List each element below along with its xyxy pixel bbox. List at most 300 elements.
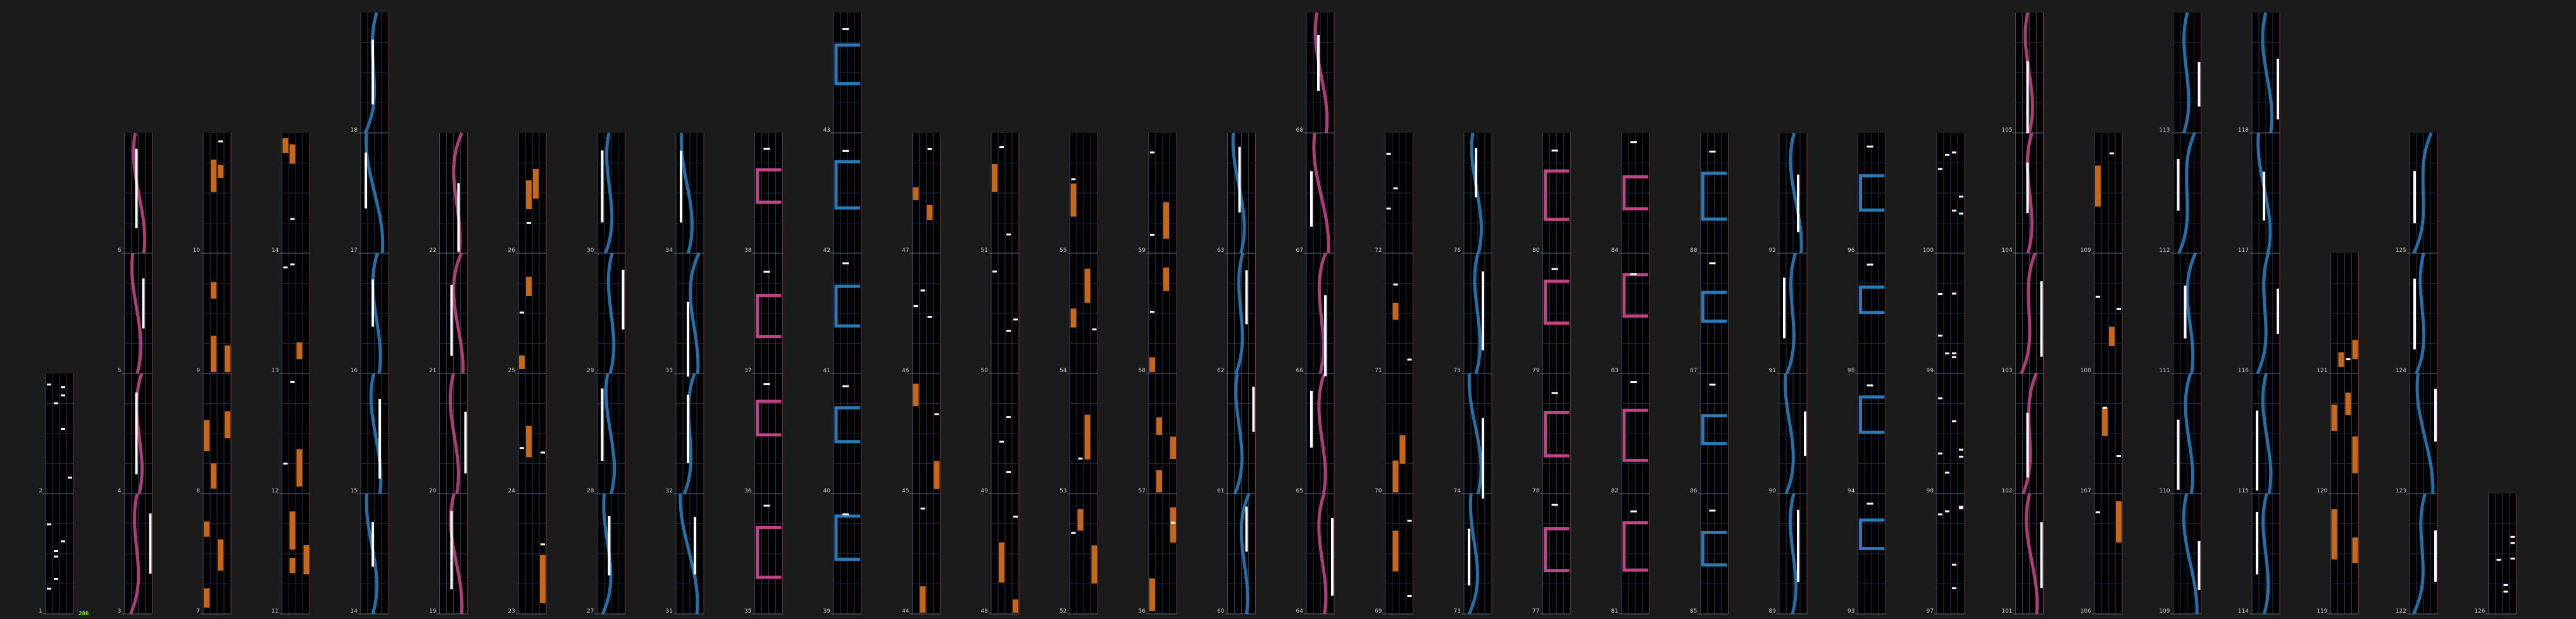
hold-note: [1156, 417, 1162, 435]
measure-number: 67: [1296, 247, 1303, 254]
measure-number: 59: [1138, 247, 1146, 254]
hold-note: [2332, 404, 2337, 431]
hold-note: [135, 149, 138, 228]
hold-note: [2027, 413, 2029, 477]
measure-number: 112: [2159, 247, 2170, 254]
tap-note: [928, 316, 932, 318]
hold-note: [1331, 518, 1334, 596]
measure-number: 60: [1217, 608, 1225, 615]
tap-note: [921, 289, 925, 291]
measure-number: 52: [1060, 608, 1067, 615]
tap-note: [764, 383, 770, 385]
measure-number: 104: [2001, 247, 2013, 254]
hold-note: [2041, 281, 2043, 356]
hold-note: [211, 336, 216, 372]
hold-note: [526, 426, 532, 458]
measure-number: 82: [1611, 488, 1618, 494]
tap-note: [1938, 168, 1942, 170]
hold-note: [1156, 470, 1162, 492]
hold-note: [1797, 510, 1799, 582]
tap-note: [1867, 503, 1873, 504]
tap-note: [291, 263, 295, 265]
measure-number: 39: [823, 608, 830, 615]
tap-note: [47, 384, 51, 385]
hold-note: [365, 153, 367, 208]
hold-note: [1013, 599, 1018, 613]
hold-note: [1310, 171, 1313, 227]
hold-note: [451, 511, 453, 589]
measure-number: 58: [1138, 368, 1146, 374]
measure-number: 90: [1768, 488, 1776, 494]
measure-number: 109: [2159, 608, 2170, 615]
measure-number: 126: [2474, 608, 2485, 615]
hold-note: [2434, 389, 2437, 441]
tap-note: [1952, 356, 1956, 358]
measure-number: 101: [2001, 608, 2013, 615]
measure-number: 54: [1060, 368, 1067, 374]
tap-note: [61, 386, 65, 388]
hold-note: [526, 180, 532, 209]
tap-note: [1710, 151, 1716, 153]
measure-number: 45: [902, 488, 910, 494]
tap-note: [1710, 262, 1716, 264]
measure-number: 81: [1611, 608, 1618, 615]
hold-note: [927, 205, 933, 220]
tap-note: [1945, 353, 1949, 354]
hold-note: [1092, 546, 1097, 584]
hold-note: [1078, 509, 1084, 530]
tap-note: [764, 271, 770, 273]
hold-note: [1071, 189, 1077, 217]
measure-number: 71: [1375, 368, 1382, 374]
measure-number: 108: [2080, 368, 2091, 374]
hold-note: [1324, 295, 1327, 376]
hold-note: [297, 449, 303, 487]
hold-note: [149, 513, 152, 573]
tap-note: [1959, 456, 1963, 458]
measure-number: 22: [429, 247, 437, 254]
hold-note: [1239, 147, 1241, 213]
hold-note: [608, 516, 611, 575]
measure-number: 102: [2001, 488, 2013, 494]
measure-number: 4: [117, 488, 122, 494]
hold-note: [2332, 522, 2337, 560]
tap-note: [1938, 513, 1942, 515]
hold-note: [1085, 422, 1091, 460]
hold-note: [1393, 461, 1399, 492]
measure-number: 25: [508, 368, 515, 374]
hold-note: [1085, 269, 1091, 303]
hold-note: [372, 522, 374, 567]
tap-note: [54, 556, 58, 558]
measure-number: 20: [429, 488, 437, 494]
tap-note: [1552, 504, 1558, 506]
measure-number: 109: [2080, 247, 2091, 254]
measure-number: 121: [2317, 368, 2328, 374]
hold-note: [1482, 272, 1484, 351]
tap-note: [47, 523, 51, 525]
hold-note: [204, 588, 209, 608]
hold-note: [622, 270, 625, 329]
hold-note: [218, 539, 223, 570]
measure-number: 9: [196, 368, 200, 374]
hold-note: [999, 542, 1004, 582]
hold-note: [1246, 270, 1248, 324]
tap-note: [1959, 449, 1963, 451]
tap-note: [1952, 353, 1956, 354]
measure-number: 42: [823, 247, 830, 254]
measure-number: 78: [1532, 488, 1540, 494]
tap-note: [47, 588, 51, 590]
hold-note: [934, 461, 940, 489]
measure-number: 117: [2237, 247, 2249, 254]
measure-number: 50: [980, 368, 988, 374]
measure-number: 15: [350, 488, 358, 494]
tap-note: [1630, 381, 1637, 383]
tap-note: [61, 428, 65, 430]
tap-note: [1552, 392, 1558, 394]
hold-note: [290, 144, 296, 163]
tap-note: [1952, 587, 1956, 589]
measure-number: 68: [1296, 127, 1303, 134]
hold-note: [372, 280, 374, 327]
hold-note: [687, 302, 689, 377]
tap-note: [1630, 273, 1637, 275]
measure-number: 73: [1453, 608, 1461, 615]
measure-number: 14: [272, 247, 279, 254]
tap-note: [1938, 293, 1942, 295]
measure-number: 47: [902, 247, 910, 254]
hold-note: [304, 545, 309, 574]
hold-note: [1149, 578, 1155, 611]
tap-note: [54, 550, 58, 552]
hold-note: [601, 389, 604, 461]
tap-note: [54, 578, 58, 580]
tap-note: [1867, 264, 1873, 266]
hold-note: [297, 342, 303, 360]
hold-note: [283, 138, 289, 153]
combo-count: 286: [78, 611, 89, 617]
measure-number: 3: [117, 608, 122, 615]
measure-number: 23: [508, 608, 515, 615]
measure-number: 19: [429, 608, 437, 615]
tap-note: [1630, 511, 1637, 513]
tap-note: [291, 218, 295, 220]
measure-number: 80: [1532, 247, 1540, 254]
hold-note: [211, 159, 216, 192]
measure-number: 17: [350, 247, 358, 254]
measure-number: 51: [980, 247, 988, 254]
measure-number: 32: [665, 488, 673, 494]
tap-note: [1006, 234, 1011, 235]
tap-note: [1945, 154, 1949, 156]
tap-note: [935, 413, 939, 415]
measure-number: 123: [2395, 488, 2406, 494]
measure-number: 36: [744, 488, 752, 494]
tap-note: [2346, 358, 2351, 360]
tap-note: [1938, 453, 1942, 454]
measure-number: 69: [1375, 608, 1382, 615]
measure-number: 30: [587, 247, 594, 254]
tap-note: [68, 477, 72, 478]
hold-note: [2263, 172, 2265, 220]
tap-note: [1959, 506, 1963, 508]
tap-note: [218, 141, 223, 142]
tap-note: [1408, 359, 1412, 361]
measure-number: 37: [744, 368, 752, 374]
measure-number: 122: [2395, 608, 2406, 615]
measure-number: 96: [1848, 247, 1855, 254]
hold-note: [992, 164, 997, 192]
tap-note: [1150, 151, 1154, 153]
measure-number: 18: [350, 127, 358, 134]
hold-note: [2041, 522, 2043, 588]
tap-note: [1092, 328, 1097, 330]
measure-number: 40: [823, 488, 830, 494]
measure-number: 1: [39, 608, 42, 615]
hold-note: [204, 420, 209, 451]
tap-note: [1171, 522, 1175, 524]
tap-note: [1150, 234, 1154, 236]
tap-note: [1952, 292, 1956, 294]
measure-number: 48: [980, 608, 988, 615]
hold-note: [913, 187, 919, 200]
tap-note: [1959, 213, 1963, 215]
tap-note: [992, 271, 997, 273]
hold-note: [225, 346, 230, 372]
measure-number: 38: [744, 247, 752, 254]
measure-number: 75: [1453, 368, 1461, 374]
measure-number: 89: [1768, 608, 1776, 615]
tap-note: [2504, 584, 2508, 586]
measure-number: 83: [1611, 368, 1618, 374]
tap-note: [1710, 384, 1716, 385]
tap-note: [1952, 564, 1956, 566]
tap-note: [541, 451, 545, 453]
measure-number: 111: [2159, 368, 2170, 374]
tap-note: [2096, 296, 2100, 298]
measure-number: 31: [665, 608, 673, 615]
tap-note: [928, 148, 932, 150]
hold-note: [519, 356, 525, 370]
tap-note: [61, 394, 65, 396]
measure-number: 10: [192, 247, 200, 254]
tap-note: [1552, 268, 1558, 270]
tap-note: [2116, 308, 2121, 310]
measure-number: 86: [1690, 488, 1698, 494]
hold-note: [1170, 437, 1176, 460]
tap-note: [284, 463, 288, 465]
hold-note: [290, 511, 296, 549]
hold-note: [135, 392, 138, 474]
hold-note: [1783, 278, 1785, 339]
tap-note: [61, 541, 65, 542]
tap-note: [54, 403, 58, 404]
measure-number: 116: [2237, 368, 2249, 374]
measure-number: 94: [1848, 488, 1855, 494]
measure-number: 107: [2080, 488, 2091, 494]
hold-note: [913, 384, 919, 406]
tap-note: [764, 505, 770, 507]
hold-note: [142, 278, 145, 328]
tap-note: [842, 28, 849, 30]
measure-number: 76: [1453, 247, 1461, 254]
tap-note: [520, 311, 524, 313]
measure-number: 29: [587, 368, 594, 374]
tap-note: [1959, 196, 1963, 197]
hold-note: [1804, 411, 1806, 456]
tap-note: [541, 543, 545, 545]
hold-note: [2353, 537, 2358, 563]
tap-note: [1006, 471, 1011, 473]
measure-number: 125: [2395, 247, 2406, 254]
hold-note: [451, 285, 453, 356]
measure-number: 14: [350, 608, 358, 615]
measure-number: 34: [665, 247, 673, 254]
tap-note: [842, 262, 849, 264]
tap-note: [2511, 536, 2515, 538]
hold-note: [1400, 448, 1406, 462]
tap-note: [2511, 558, 2515, 560]
hold-note: [2413, 171, 2416, 223]
measure-number: 85: [1690, 608, 1698, 615]
tap-note: [1387, 153, 1391, 155]
tap-note: [2511, 542, 2515, 544]
measure-number: 7: [196, 608, 200, 615]
measure-number: 13: [272, 368, 279, 374]
hold-note: [2177, 420, 2180, 490]
measure-number: 57: [1138, 488, 1146, 494]
measure-number: 33: [665, 368, 673, 374]
hold-note: [218, 165, 223, 178]
measure-number: 114: [2237, 608, 2249, 615]
hold-note: [225, 411, 230, 438]
measure-number: 2: [39, 488, 42, 494]
tap-note: [999, 441, 1004, 442]
hold-note: [1253, 387, 1255, 432]
measure-number: 53: [1060, 488, 1067, 494]
tap-note: [2110, 153, 2114, 154]
hold-note: [1317, 35, 1320, 91]
hold-note: [540, 578, 546, 603]
measure-number: 11: [272, 608, 279, 615]
measure-number: 103: [2001, 368, 2013, 374]
hold-note: [1149, 358, 1155, 372]
measure-number: 27: [587, 608, 594, 615]
hold-note: [1071, 308, 1077, 327]
tap-note: [999, 146, 1004, 148]
hold-note: [2177, 159, 2180, 211]
hold-note: [1797, 175, 1799, 232]
measure-number: 62: [1217, 368, 1225, 374]
tap-note: [1945, 510, 1949, 512]
hold-note: [1468, 528, 1470, 585]
measure-number: 113: [2159, 127, 2170, 134]
hold-note: [1310, 391, 1313, 448]
tap-note: [1394, 284, 1398, 285]
hold-note: [680, 151, 682, 222]
tap-note: [1945, 472, 1949, 473]
measure-number: 26: [508, 247, 515, 254]
tap-note: [842, 150, 849, 152]
tap-note: [1013, 516, 1018, 518]
measure-number: 87: [1690, 368, 1698, 374]
measure-number: 61: [1217, 488, 1225, 494]
hold-note: [2109, 327, 2115, 346]
hold-note: [2027, 163, 2029, 213]
tap-note: [1408, 520, 1412, 522]
hold-note: [2116, 501, 2122, 522]
hold-note: [920, 586, 926, 601]
measure-number: 24: [508, 488, 515, 494]
hold-note: [290, 558, 296, 573]
hold-note: [2027, 61, 2029, 134]
measure-number: 63: [1217, 247, 1225, 254]
hold-note: [2102, 408, 2108, 436]
measure-number: 35: [744, 608, 752, 615]
measure-number: 110: [2159, 488, 2170, 494]
hold-note: [2353, 437, 2358, 473]
measure-number: 6: [117, 247, 122, 254]
hold-note: [2277, 289, 2279, 334]
tap-note: [842, 513, 849, 515]
measure-number: 8: [196, 488, 200, 494]
measure-number: 5: [117, 368, 122, 374]
measure-number: 93: [1848, 608, 1855, 615]
tap-note: [527, 222, 531, 224]
measure-number: 16: [350, 368, 358, 374]
hold-note: [601, 151, 604, 223]
hold-note: [465, 412, 467, 474]
hold-note: [1246, 506, 1248, 551]
hold-note: [1163, 268, 1169, 291]
tap-note: [2103, 407, 2107, 409]
measure-number: 99: [1926, 368, 1934, 374]
hold-note: [372, 40, 374, 104]
hold-note: [526, 277, 532, 296]
tap-note: [842, 385, 849, 387]
tap-note: [1387, 208, 1391, 209]
hold-note: [2198, 541, 2201, 590]
measure-number: 44: [902, 608, 910, 615]
hold-note: [1393, 530, 1399, 571]
hold-note: [540, 555, 546, 579]
hold-note: [2434, 530, 2437, 582]
measure-number: 91: [1768, 368, 1776, 374]
tap-note: [1630, 141, 1637, 143]
tap-note: [520, 447, 524, 449]
measure-number: 120: [2317, 488, 2328, 494]
measure-number: 92: [1768, 247, 1776, 254]
tap-note: [1394, 187, 1398, 189]
tap-note: [1952, 420, 1956, 422]
tap-note: [1952, 151, 1956, 153]
measure-number: 88: [1690, 247, 1698, 254]
hold-note: [1170, 507, 1176, 542]
hold-note: [378, 399, 381, 478]
hold-note: [687, 395, 689, 463]
hold-note: [2339, 353, 2344, 367]
hold-note: [2095, 186, 2101, 206]
hold-note: [458, 183, 460, 251]
measure-number: 28: [587, 488, 594, 494]
tap-note: [1150, 311, 1154, 313]
measure-number: 106: [2080, 608, 2091, 615]
tap-note: [1867, 384, 1873, 386]
tap-note: [2116, 455, 2121, 457]
hold-note: [533, 169, 539, 199]
hold-note: [1482, 418, 1484, 498]
